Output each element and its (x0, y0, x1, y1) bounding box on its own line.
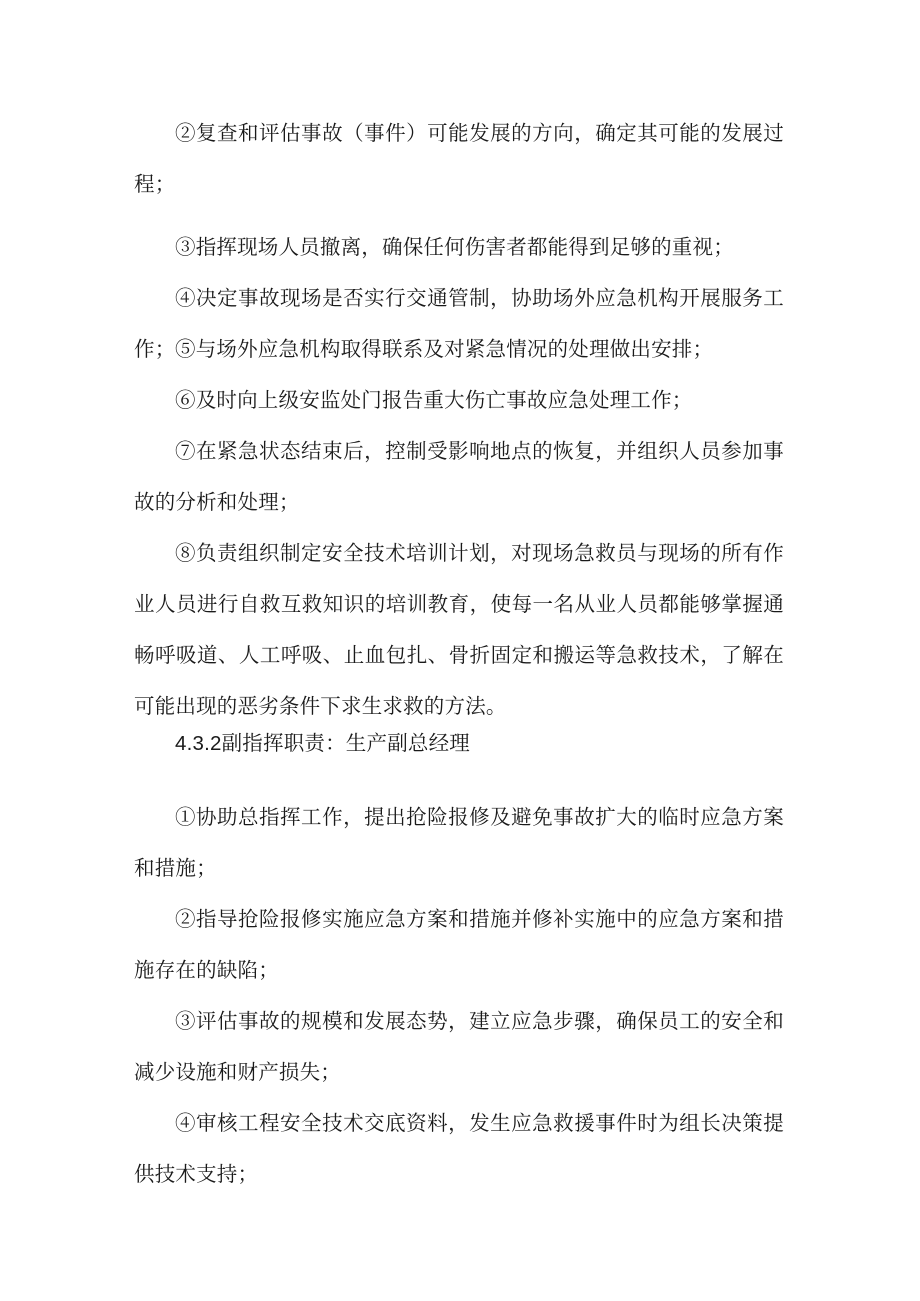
paragraph-review-technical: ④审核工程安全技术交底资料，发生应急救援事件时为组长决策提供技术支持； (134, 1111, 784, 1186)
paragraph-recovery: ⑦在紧急状态结束后，控制受影响地点的恢复，并组织人员参加事故的分析和处理； (134, 439, 784, 514)
paragraph-evaluate-scale: ③评估事故的规模和发展态势，建立应急步骤，确保员工的安全和减少设施和财产损失； (134, 1009, 784, 1084)
paragraph-guide-rescue: ②指导抢险报修实施应急方案和措施并修补实施中的应急方案和措施存在的缺陷； (134, 907, 784, 982)
paragraph-evacuate: ③指挥现场人员撤离，确保任何伤害者都能得到足够的重视； (175, 235, 734, 259)
paragraph-traffic-control: ④决定事故现场是否实行交通管制，协助场外应急机构开展服务工作； (134, 286, 784, 361)
section-number: 4.3.2 (175, 732, 222, 755)
paragraph-review-assess: ②复查和评估事故（事件）可能发展的方向，确定其可能的发展过程； (134, 121, 784, 196)
paragraph-assist-commander: ①协助总指挥工作，提出抢险报修及避免事故扩大的临时应急方案和措施； (134, 805, 784, 880)
paragraph-training-plan: ⑧负责组织制定安全技术培训计划，对现场急救员与现场的所有作业人员进行自救互救知识的培训教育，使每一名从业人员都能够掌握通畅呼吸道、人工呼吸、止血包扎、骨折固定和搬运等急救技术，了解在可能出现的恶劣条件下求生求救的方法。 (134, 541, 784, 718)
paragraph-contact-external: ⑤与场外应急机构取得联系及对紧急情况的处理做出安排； (175, 337, 714, 361)
section-title: 副指挥职责：生产副总经理 (221, 731, 471, 755)
section-heading (134, 718, 784, 769)
paragraph-report-superior: ⑥及时向上级安监处门报告重大伤亡事故应急处理工作； (175, 388, 693, 412)
